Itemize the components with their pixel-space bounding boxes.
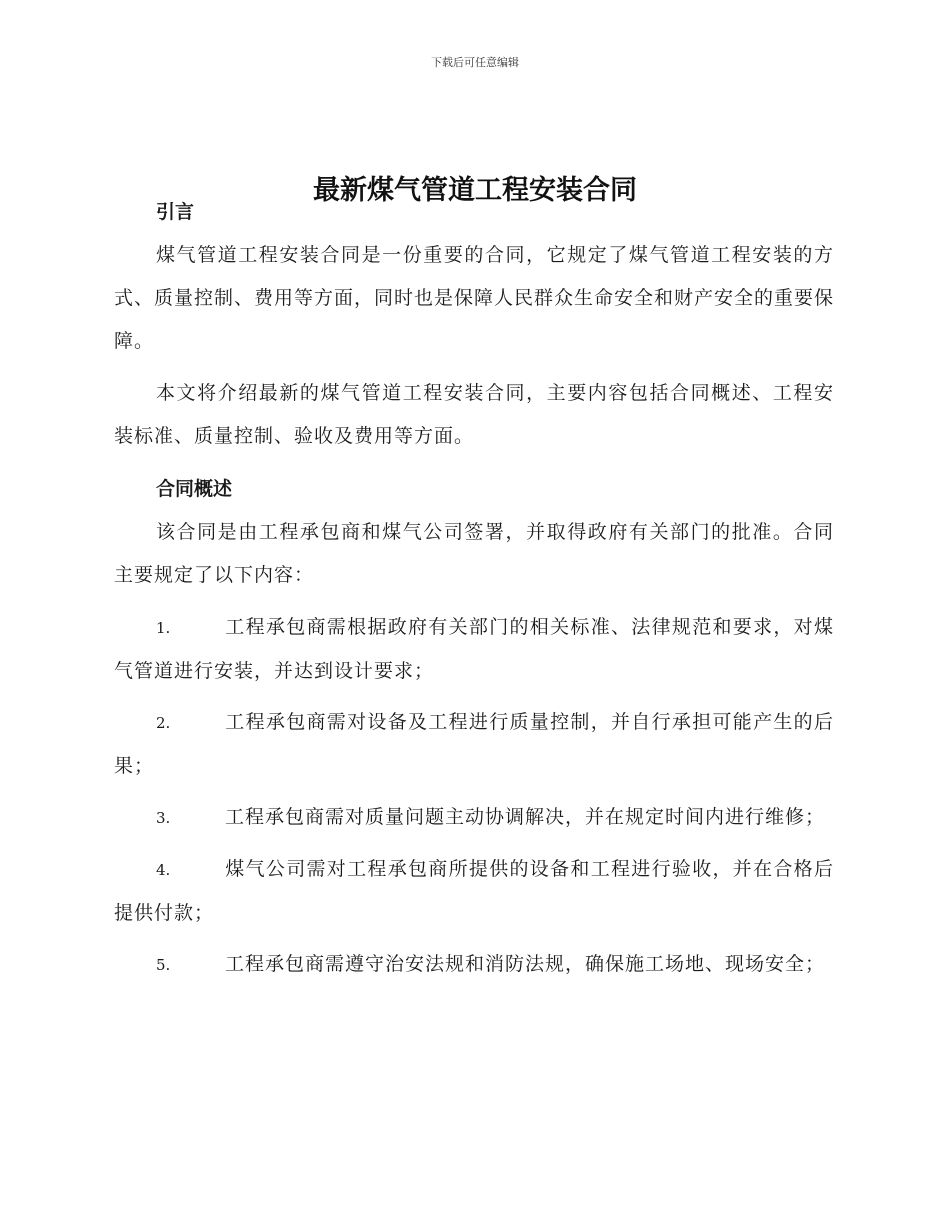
document-title: 最新煤气管道工程安装合同	[313, 175, 637, 207]
list-item-text: 工程承包商需对质量问题主动协调解决，并在规定时间内进行维修；	[225, 806, 826, 828]
list-item-number: 5.	[156, 956, 171, 974]
list-item-number: 3.	[156, 809, 171, 827]
section-heading-overview: 合同概述	[156, 478, 233, 500]
overview-list	[114, 606, 834, 987]
section-heading-intro: 引言	[156, 201, 195, 223]
list-item-text: 煤气公司需对工程承包商所提供的设备和工程进行验收，并在合格后提供付款；	[114, 858, 834, 924]
list-item-number: 1.	[156, 619, 171, 637]
list-item	[114, 701, 834, 788]
list-item-number: 4.	[156, 861, 171, 879]
list-item-text: 工程承包商需遵守治安法规和消防法规，确保施工场地、现场安全；	[225, 953, 826, 975]
list-item	[114, 848, 834, 935]
intro-paragraph-1: 煤气管道工程安装合同是一份重要的合同，它规定了煤气管道工程安装的方式、质量控制、费用等方面，同时也是保障人民群众生命安全和财产安全的重要保障。	[114, 244, 835, 352]
list-item	[114, 943, 834, 987]
document-body	[114, 192, 834, 995]
list-item-number: 2.	[156, 714, 171, 732]
list-item	[114, 606, 834, 693]
list-item	[114, 796, 834, 840]
list-item-text: 工程承包商需根据政府有关部门的相关标准、法律规范和要求，对煤气管道进行安装，并达到设计要求；	[114, 616, 834, 682]
overview-paragraph: 该合同是由工程承包商和煤气公司签署，并取得政府有关部门的批准。合同主要规定了以下内容：	[114, 521, 834, 586]
header-note: 下载后可任意编辑	[431, 56, 519, 69]
intro-paragraph-2: 本文将介绍最新的煤气管道工程安装合同，主要内容包括合同概述、工程安装标准、质量控制、验收及费用等方面。	[114, 382, 834, 447]
list-item-text: 工程承包商需对设备及工程进行质量控制，并自行承担可能产生的后果；	[114, 711, 834, 777]
